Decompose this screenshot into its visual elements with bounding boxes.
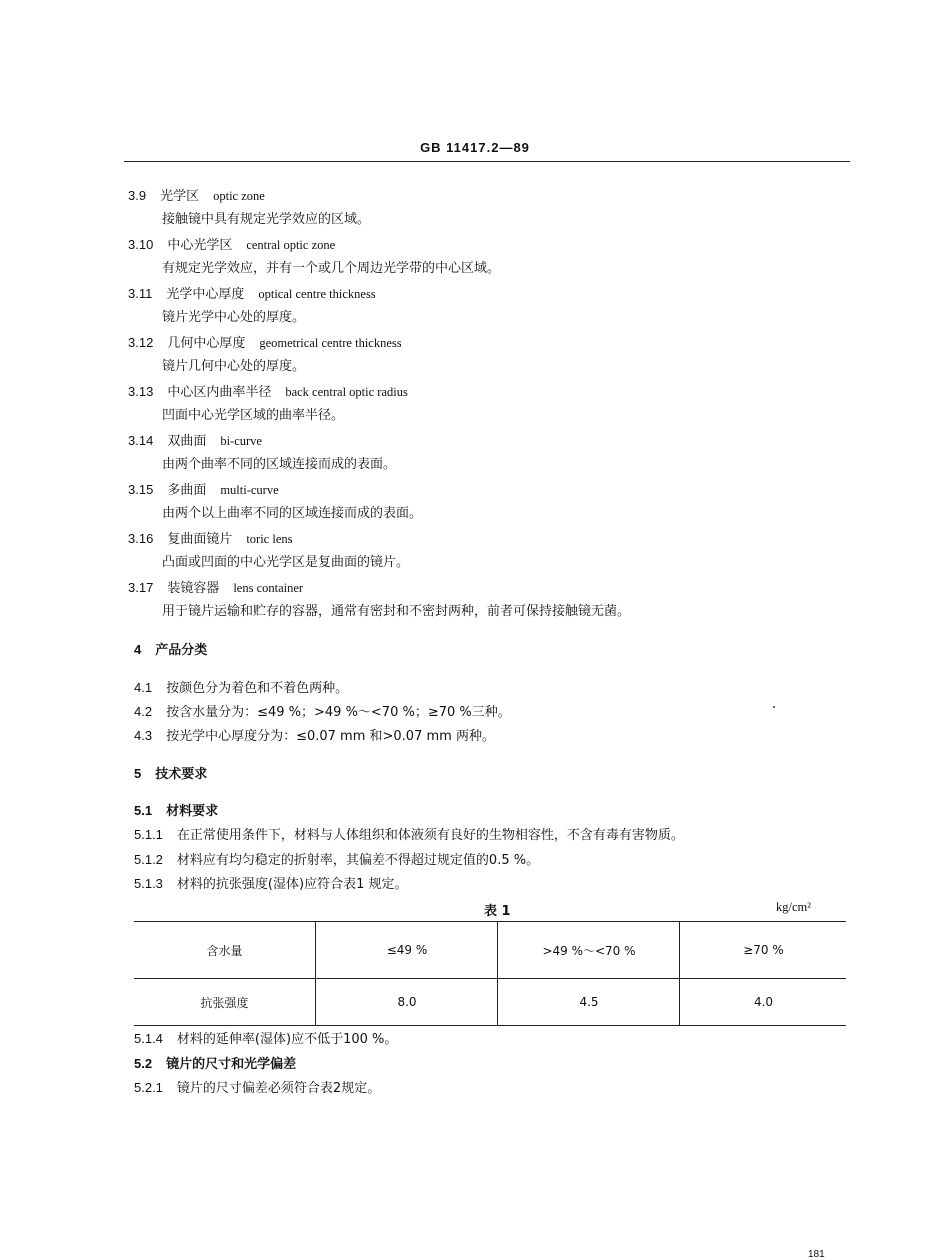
term-zh: 光学区	[160, 189, 200, 204]
clause-number: 5.1.1	[134, 827, 163, 842]
definition-text: 有规定光学效应，并有一个或几个周边光学带的中心区域。	[162, 261, 501, 276]
table-row	[134, 979, 846, 1025]
table-header-row	[134, 922, 846, 979]
clause-line	[134, 704, 511, 721]
clause-line	[134, 827, 684, 844]
section-number: 4	[134, 642, 142, 657]
clause-number: 4.2	[134, 704, 153, 719]
term-en: multi-curve	[220, 483, 279, 497]
clause-number: 5.1.2	[134, 852, 163, 867]
clause-text: 在正常使用条件下，材料与人体组织和体液须有良好的生物相容性，不含有毒有害物质。	[176, 828, 684, 843]
table-unit: kg/cm²	[776, 900, 811, 914]
term-en: optical centre thickness	[258, 287, 376, 301]
section-heading	[134, 642, 207, 659]
term-en: back central optic radius	[285, 385, 408, 399]
table-caption: 表 1	[484, 904, 511, 919]
definition-term	[128, 384, 408, 401]
term-zh: 几何中心厚度	[167, 336, 246, 351]
section-number: 5	[134, 766, 142, 781]
definition-text: 凸面或凹面的中心光学区是复曲面的镜片。	[162, 555, 410, 570]
definition-term	[128, 335, 402, 352]
term-en: central optic zone	[246, 238, 336, 252]
subsection-title: 材料要求	[166, 804, 219, 819]
definition-term	[128, 531, 293, 548]
clause-number: 3.9	[128, 188, 147, 203]
clause-line	[134, 680, 348, 697]
definition-text: 由两个曲率不同的区域连接而成的表面。	[162, 457, 397, 472]
definition-text: 接触镜中具有规定光学效应的区域。	[162, 212, 371, 227]
clause-text: 按颜色分为着色和不着色两种。	[166, 681, 349, 696]
term-zh: 中心区内曲率半径	[167, 385, 272, 400]
clause-line	[134, 876, 407, 893]
scan-speck	[773, 706, 775, 708]
section-title: 技术要求	[155, 767, 208, 782]
subsection-heading	[134, 1056, 296, 1073]
term-en: geometrical centre thickness	[259, 336, 402, 350]
term-zh: 光学中心厚度	[166, 287, 245, 302]
clause-number: 3.15	[128, 482, 154, 497]
table-header-cell: >49 %～<70 %	[497, 922, 680, 978]
term-en: optic zone	[213, 189, 265, 203]
section-title: 产品分类	[155, 643, 208, 658]
term-zh: 中心光学区	[167, 238, 233, 253]
term-zh: 双曲面	[167, 434, 207, 449]
table-cell: 4.0	[679, 979, 847, 1025]
clause-line	[134, 852, 539, 869]
clause-line	[134, 1031, 397, 1048]
clause-number: 3.13	[128, 384, 154, 399]
definition-text: 凹面中心光学区域的曲率半径。	[162, 408, 345, 423]
clause-text: 材料的抗张强度(湿体)应符合表1 规定。	[176, 877, 408, 892]
definition-term	[128, 237, 335, 254]
clause-line	[134, 728, 495, 745]
term-zh: 多曲面	[167, 483, 207, 498]
table-cell: 4.5	[497, 979, 680, 1025]
table-header-cell: ≥70 %	[679, 922, 847, 978]
term-en: toric lens	[246, 532, 293, 546]
clause-text: 按含水量分为：≤49 %；>49 %～<70 %；≥70 %三种。	[166, 705, 511, 720]
clause-number: 5.1.3	[134, 876, 163, 891]
definition-term	[128, 286, 376, 303]
subsection-title: 镜片的尺寸和光学偏差	[166, 1057, 297, 1072]
clause-number: 3.10	[128, 237, 154, 252]
clause-text: 材料应有均匀稳定的折射率，其偏差不得超过规定值的0.5 %。	[176, 853, 540, 868]
definition-text: 用于镜片运输和贮存的容器，通常有密封和不密封两种，前者可保持接触镜无菌。	[162, 604, 631, 619]
definition-term	[128, 580, 303, 597]
clause-number: 5.1.4	[134, 1031, 163, 1046]
clause-line	[134, 1080, 380, 1097]
subsection-heading	[134, 803, 218, 820]
table-header-cell: 含水量	[206, 943, 243, 958]
clause-number: 3.16	[128, 531, 154, 546]
clause-number: 3.11	[128, 286, 153, 301]
standard-code-header: GB 11417.2—89	[420, 140, 530, 155]
table-cell: 8.0	[315, 979, 498, 1025]
definition-text: 镜片几何中心处的厚度。	[162, 359, 306, 374]
table-header-cell: ≤49 %	[315, 922, 498, 978]
clause-number: 4.3	[134, 728, 153, 743]
definition-text: 由两个以上曲率不同的区域连接而成的表面。	[162, 506, 423, 521]
definition-term	[128, 433, 262, 450]
term-en: bi-curve	[220, 434, 262, 448]
section-heading	[134, 766, 207, 783]
clause-text: 材料的延伸率(湿体)应不低于100 %。	[176, 1032, 398, 1047]
table-cell: 抗张强度	[200, 995, 249, 1010]
clause-number: 3.12	[128, 335, 154, 350]
definition-term	[128, 482, 279, 499]
definition-term	[128, 188, 265, 205]
term-en: lens container	[233, 581, 304, 595]
tensile-strength-table	[134, 921, 846, 1026]
clause-number: 4.1	[134, 680, 153, 695]
page-number: 181	[808, 1249, 825, 1260]
clause-number: 5.2.1	[134, 1080, 163, 1095]
clause-number: 3.17	[128, 580, 154, 595]
subsection-number: 5.2	[134, 1056, 153, 1071]
clause-text: 按光学中心厚度分为：≤0.07 mm 和>0.07 mm 两种。	[166, 729, 495, 744]
term-zh: 复曲面镜片	[167, 532, 233, 547]
header-rule	[124, 161, 850, 162]
clause-number: 3.14	[128, 433, 154, 448]
clause-text: 镜片的尺寸偏差必须符合表2规定。	[176, 1081, 381, 1096]
subsection-number: 5.1	[134, 803, 153, 818]
definition-text: 镜片光学中心处的厚度。	[162, 310, 306, 325]
term-zh: 装镜容器	[167, 581, 220, 596]
